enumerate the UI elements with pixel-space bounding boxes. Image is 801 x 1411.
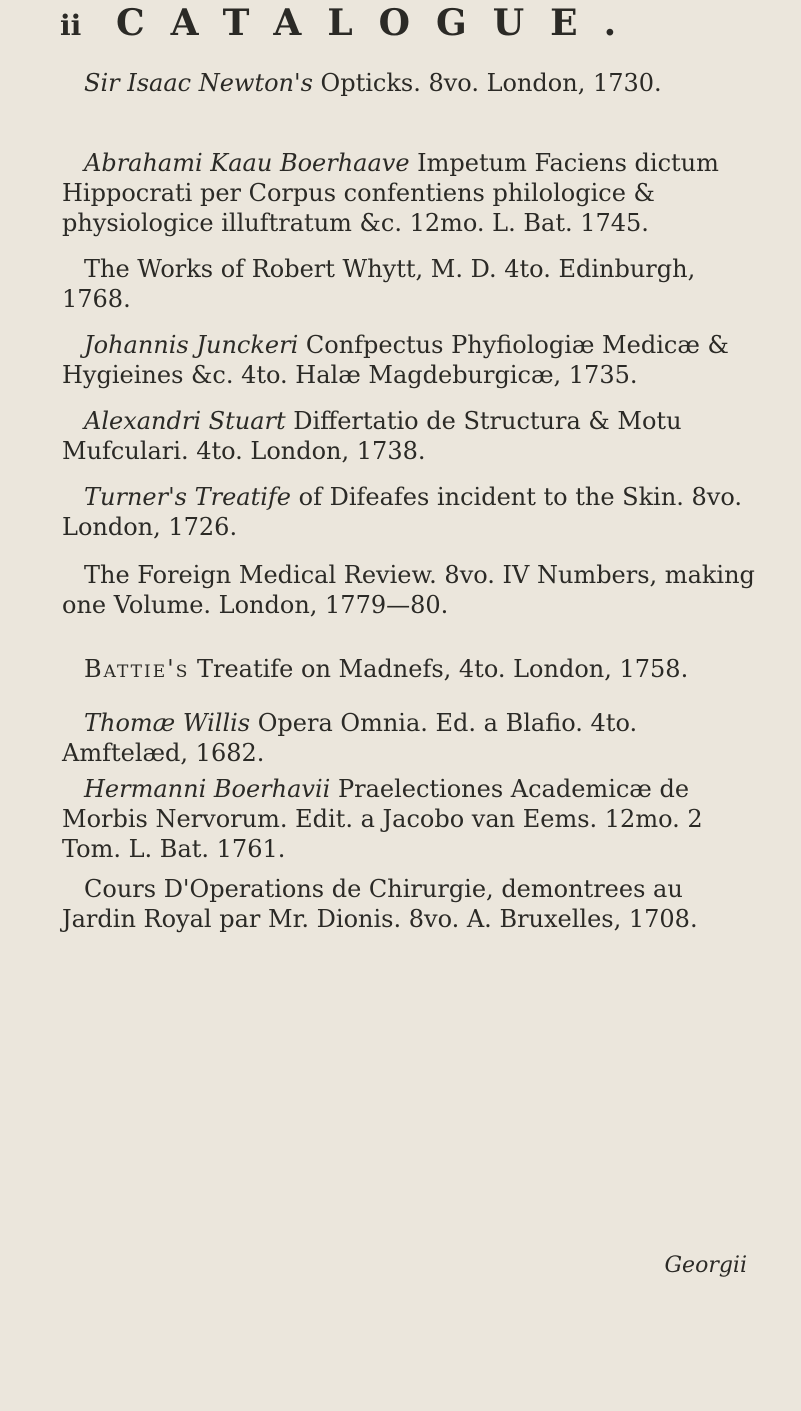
entry-description: Opera Omnia. Ed. a Blafio. 4to. Amftelæd, 1682. xyxy=(62,709,638,767)
page-header xyxy=(60,2,780,46)
entry-author: Hermanni Boerhavii xyxy=(84,775,331,803)
entry-author: Turner's Treatife xyxy=(84,483,292,511)
page-number: ii xyxy=(60,9,82,42)
running-title: CATALOGUE. xyxy=(116,2,643,44)
catalogue-entry xyxy=(62,560,757,620)
catalogue-entry xyxy=(62,68,757,98)
entry-description: Impetum Faciens dictum Hippocrati per Corpus confentiens philologice & physiologice illuftratum &c. 12mo. L. Bat. 1745. xyxy=(62,149,719,237)
entry-author: Sir Isaac Newton's xyxy=(84,69,313,97)
entry-description: Opticks. 8vo. London, 1730. xyxy=(312,69,662,97)
catalogue-entry xyxy=(62,254,757,314)
entry-author: Abrahami Kaau Boerhaave xyxy=(84,149,410,177)
entry-description: Cours D'Operations de Chirurgie, demontrees au Jardin Royal par Mr. Dionis. 8vo. A. Bruxelles, 1708. xyxy=(62,875,698,933)
catalogue-entry xyxy=(62,330,757,390)
entry-author: Battie's xyxy=(84,655,190,683)
entry-description: Praelectiones Academicæ de Morbis Nervorum. Edit. a Jacobo van Eems. 12mo. 2 Tom. L. Bat. 1761. xyxy=(62,775,703,863)
entry-author: Johannis Junckeri xyxy=(84,331,299,359)
entry-description: The Foreign Medical Review. 8vo. IV Numbers, making one Volume. London, 1779—80. xyxy=(62,561,755,619)
catchword: Georgii xyxy=(664,1253,747,1278)
catalogue-entry xyxy=(62,654,757,684)
entry-description: Differtatio de Structura & Motu Mufculari. 4to. London, 1738. xyxy=(62,407,682,465)
catalogue-entry xyxy=(62,406,757,466)
catalogue-entry xyxy=(62,774,757,864)
catalogue-entry xyxy=(62,482,757,542)
catalogue-entry xyxy=(62,874,757,934)
entry-description: of Difeafes incident to the Skin. 8vo. London, 1726. xyxy=(62,483,743,541)
entry-author: Thomæ Willis xyxy=(84,709,251,737)
entry-description: Treatife on Madnefs, 4to. London, 1758. xyxy=(189,655,689,683)
catalogue-entry xyxy=(62,708,757,768)
entry-description: The Works of Robert Whytt, M. D. 4to. Edinburgh, 1768. xyxy=(62,255,696,313)
entry-author: Alexandri Stuart xyxy=(84,407,286,435)
catalogue-entry xyxy=(62,148,757,238)
entry-description: Confpectus Phyfiologiæ Medicæ & Hygieines &c. 4to. Halæ Magdeburgicæ, 1735. xyxy=(62,331,729,389)
